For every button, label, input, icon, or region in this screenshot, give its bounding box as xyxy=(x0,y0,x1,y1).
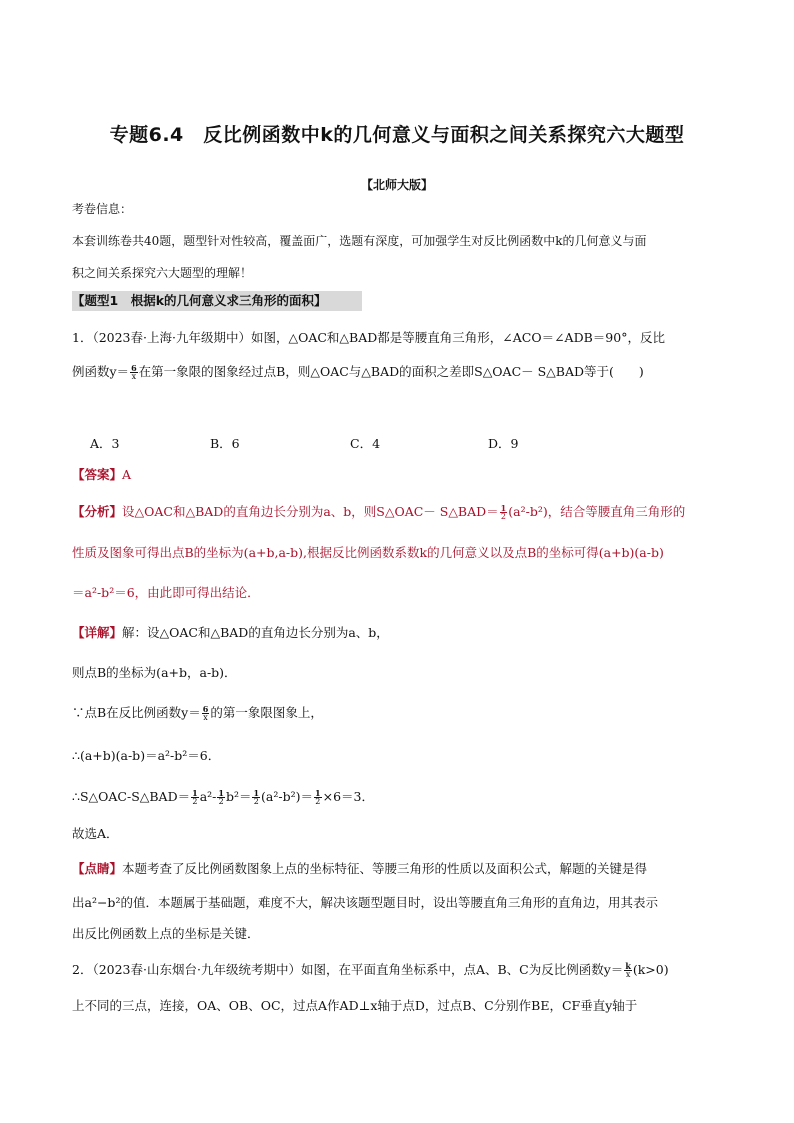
question-text-2b: 在第一象限的图象经过点B，则△OAC与△BAD的面积之差即S△OAC－ S△BAD等于( ) xyxy=(138,364,644,379)
answer-line xyxy=(72,466,724,484)
answer-tag: 【答案】 xyxy=(72,467,123,482)
detail-text-5c: b²＝ xyxy=(225,789,252,804)
fraction-denominator: 2 xyxy=(218,797,224,806)
fraction-numerator: 1 xyxy=(253,788,260,798)
page-title: 专题6.4 反比例函数中k的几何意义与面积之间关系探究六大题型 xyxy=(109,124,685,146)
fraction-numerator: 1 xyxy=(315,788,321,798)
fraction-half-c xyxy=(252,789,260,806)
comment-line-1 xyxy=(72,860,724,878)
question-2-text-1a: 2．（2023春·山东烟台·九年级统考期中）如图，在平面直角坐标系中，点A、B、C为反比例函数y＝ xyxy=(72,962,624,977)
fraction-half-d xyxy=(314,789,322,806)
analysis-tag: 【分析】 xyxy=(72,504,123,519)
detail-line-5 xyxy=(72,788,724,806)
comment-tag: 【点睛】 xyxy=(72,861,123,876)
fraction-numerator: 6 xyxy=(131,363,137,373)
fraction-denominator: 2 xyxy=(192,797,198,806)
analysis-text-1b: (a²-b²)，结合等腰直角三角形的 xyxy=(508,504,686,519)
comment-line-2: 出a²−b²的值．本题属于基础题，难度不大，解决该题型题目时，设出等腰直角三角形的直角边，用其表示 xyxy=(72,895,658,910)
answer-value: A xyxy=(122,467,132,482)
option-c: C．4 xyxy=(350,436,381,451)
fraction-half-b xyxy=(217,789,225,806)
fraction-denominator: x xyxy=(131,372,137,381)
option-d: D．9 xyxy=(488,436,519,451)
detail-text-1: 解：设△OAC和△BAD的直角边长分别为a、b， xyxy=(122,625,389,640)
analysis-line-2: 性质及图象可得出点B的坐标为(a+b,a-b),根据反比例函数系数k的几何意义以及点B的坐标可得(a+b)(a-b) xyxy=(72,545,664,560)
question-1-line-1 xyxy=(72,329,724,347)
detail-line-2: 则点B的坐标为(a+b，a-b)． xyxy=(72,665,237,680)
fraction-denominator: 2 xyxy=(315,797,321,806)
question-2-line-1 xyxy=(72,961,724,979)
option-b: B．6 xyxy=(210,436,240,451)
fraction-numerator: 1 xyxy=(500,503,507,513)
info-line-2: 积之间关系探究六大题型的理解！ xyxy=(72,266,253,280)
detail-line-4: ∴(a+b)(a-b)＝a²-b²＝6． xyxy=(72,748,221,763)
question-text: 如图，△OAC和△BAD都是等腰直角三角形，∠ACO＝∠ADB＝90°，反比 xyxy=(250,330,665,345)
fraction-numerator: 1 xyxy=(192,788,198,798)
detail-text-5b: a²- xyxy=(199,789,217,804)
detail-text-5a: ∴S△OAC-S△BAD＝ xyxy=(72,789,191,804)
fraction-6-over-x xyxy=(130,364,138,381)
fraction-half-a xyxy=(191,789,199,806)
detail-line-3 xyxy=(72,704,724,722)
edition-label: 【北师大版】 xyxy=(360,178,433,192)
detail-text-3b: 的第一象限图象上， xyxy=(210,705,323,720)
detail-line-1 xyxy=(72,624,724,642)
comment-text-1: 本题考查了反比例函数图象上点的坐标特征、等腰三角形的性质以及面积公式，解题的关键是得 xyxy=(122,861,648,876)
fraction-denominator: 2 xyxy=(500,512,506,521)
info-label: 考卷信息： xyxy=(72,202,133,216)
question-1-line-2 xyxy=(72,363,724,381)
question-2-text-1b: (k>0) xyxy=(632,962,669,977)
fraction-6-over-x-detail xyxy=(202,705,210,722)
comment-line-3: 出反比例函数上点的坐标是关键． xyxy=(72,926,260,941)
question-2-line-2: 上不同的三点，连接，OA、OB、OC，过点A作AD⊥x轴于点D，过点B、C分别作BE，CF垂直y轴于 xyxy=(72,998,638,1013)
fraction-k-over-x xyxy=(624,962,632,979)
fraction-numerator: 6 xyxy=(202,704,209,714)
info-line-1: 本套训练卷共40题，题型针对性较高，覆盖面广，选题有深度，可加强学生对反比例函数中k的几何意义与面 xyxy=(72,234,647,248)
fraction-numerator: 1 xyxy=(218,788,224,798)
option-a: A．3 xyxy=(90,436,120,451)
fraction-one-half xyxy=(500,504,508,521)
fraction-denominator: 2 xyxy=(253,797,259,806)
fraction-denominator: x xyxy=(203,713,208,722)
question-number: 1． xyxy=(72,330,93,345)
section-heading-1: 【题型1 根据k的几何意义求三角形的面积】 xyxy=(72,291,362,311)
fraction-denominator: x xyxy=(625,970,631,979)
detail-tag: 【详解】 xyxy=(72,625,123,640)
analysis-text-1a: 设△OAC和△BAD的直角边长分别为a、b，则S△OAC－ S△BAD＝ xyxy=(122,504,499,519)
detail-text-3a: ∵点B在反比例函数y＝ xyxy=(72,705,201,720)
analysis-line-3: ＝a²-b²＝6，由此即可得出结论． xyxy=(72,585,260,600)
detail-text-5e: ×6＝3． xyxy=(322,789,374,804)
question-text-2a: 例函数y＝ xyxy=(72,364,130,379)
question-source: （2023春·上海·九年级期中） xyxy=(92,330,251,345)
detail-line-6: 故选A． xyxy=(72,826,119,841)
analysis-line-1 xyxy=(72,503,724,521)
detail-text-5d: (a²-b²)＝ xyxy=(261,789,314,804)
fraction-numerator: k xyxy=(625,961,631,971)
